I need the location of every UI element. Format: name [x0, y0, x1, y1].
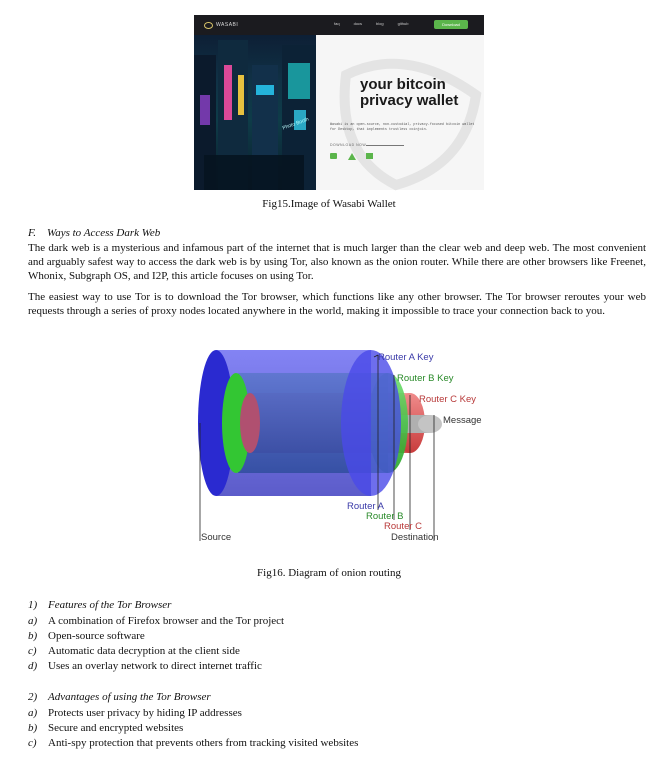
wasabi-hero — [316, 35, 484, 190]
list-marker: a) — [28, 615, 38, 627]
advantages-heading — [28, 691, 211, 703]
label-router-c: Router C — [384, 521, 423, 532]
wasabi-download-now: DOWNLOAD NOW — [330, 143, 367, 147]
wasabi-nav-bar — [194, 15, 484, 35]
android-icon — [330, 153, 337, 159]
list-item-text: Automatic data decryption at the client side — [48, 645, 240, 657]
list-marker: d) — [28, 660, 38, 672]
onion-routing-diagram — [198, 345, 482, 545]
figure-16-caption: Fig16. Diagram of onion routing — [257, 567, 401, 579]
list-item — [28, 645, 240, 657]
label-router-b-key: Router B Key — [397, 373, 454, 384]
wasabi-hero-background-logo — [316, 35, 484, 190]
list-item — [28, 737, 358, 749]
figure-15-caption: Fig15.Image of Wasabi Wallet — [262, 198, 396, 210]
nav-link-github: github — [397, 21, 409, 26]
list-item — [28, 707, 242, 719]
wasabi-headline: your bitcoin privacy wallet — [360, 76, 459, 109]
paragraph-tor-browser: The easiest way to use Tor is to download the Tor browser, which functions like any other browser. The Tor browser reroutes your web requests through a series of proxy nodes located anywhere in the world, making it impossible to trace your connection back to you. — [28, 291, 646, 317]
advantages-heading-text: Advantages of using the Tor Browser — [48, 691, 211, 703]
wasabi-logo-text: WASABI — [216, 22, 239, 28]
wasabi-description: Wasabi is an open-source, non-custodial, privacy-focused bitcoin wallet for Desktop, that implements trustless coinjoin. — [330, 123, 475, 132]
nav-link-faq: faq — [334, 21, 340, 26]
wasabi-logo — [204, 19, 244, 31]
section-heading: F. Ways to Access Dark Web — [28, 227, 161, 239]
list-item-text: Open-source software — [48, 630, 145, 642]
features-number: 1) — [28, 599, 38, 611]
features-heading-text: Features of the Tor Browser — [48, 599, 172, 611]
router-a-layer — [198, 350, 401, 496]
label-router-a: Router A — [347, 501, 384, 512]
list-item — [28, 615, 284, 627]
wasabi-wallet-screenshot — [194, 15, 484, 190]
label-router-a-key: Router A Key — [378, 352, 434, 363]
list-marker: b) — [28, 630, 38, 642]
wasabi-download-button: Download — [434, 20, 468, 29]
label-message: Message — [443, 415, 482, 426]
label-source: Source — [201, 532, 232, 543]
paragraph-dark-web: The dark web is a mysterious and infamous part of the internet that is much larger than the clear web and deep web. The most convenient and arguably safest way to access the dark web is by using Tor, also known as the onion router. While there are other browsers like Freenet, Whonix, Subgraph OS, and I2P, this article focuses on using Tor. — [28, 242, 646, 282]
nav-link-docs: docs — [353, 21, 363, 26]
nav-link-blog: blog — [376, 21, 384, 26]
cyberpunk-city-illustration — [194, 35, 316, 190]
advantages-number: 2) — [28, 691, 38, 703]
list-item-text: A combination of Firefox browser and the Tor project — [48, 615, 285, 627]
label-router-c-key: Router C Key — [419, 394, 477, 405]
list-marker: a) — [28, 707, 38, 719]
wasabi-logo-icon — [204, 22, 213, 29]
list-item-text: Secure and encrypted websites — [48, 722, 184, 734]
label-destination: Destination — [391, 532, 439, 543]
features-heading — [28, 599, 171, 611]
list-item-text: Anti-spy protection that prevents others from tracking visited websites — [48, 737, 359, 749]
list-marker: c) — [28, 737, 37, 749]
list-item — [28, 722, 183, 734]
list-item — [28, 660, 262, 672]
wasabi-nav-links — [334, 21, 408, 26]
list-item — [28, 630, 145, 642]
list-item-text: Protects user privacy by hiding IP addresses — [48, 707, 242, 719]
windows-icon — [366, 153, 373, 159]
list-marker: c) — [28, 645, 37, 657]
list-item-text: Uses an overlay network to direct internet traffic — [48, 660, 262, 672]
list-marker: b) — [28, 722, 38, 734]
label-router-b: Router B — [366, 511, 404, 522]
linux-icon — [348, 153, 356, 160]
photo-booth-sign: Photo Booth — [281, 116, 310, 132]
download-arrow-icon — [366, 145, 404, 146]
